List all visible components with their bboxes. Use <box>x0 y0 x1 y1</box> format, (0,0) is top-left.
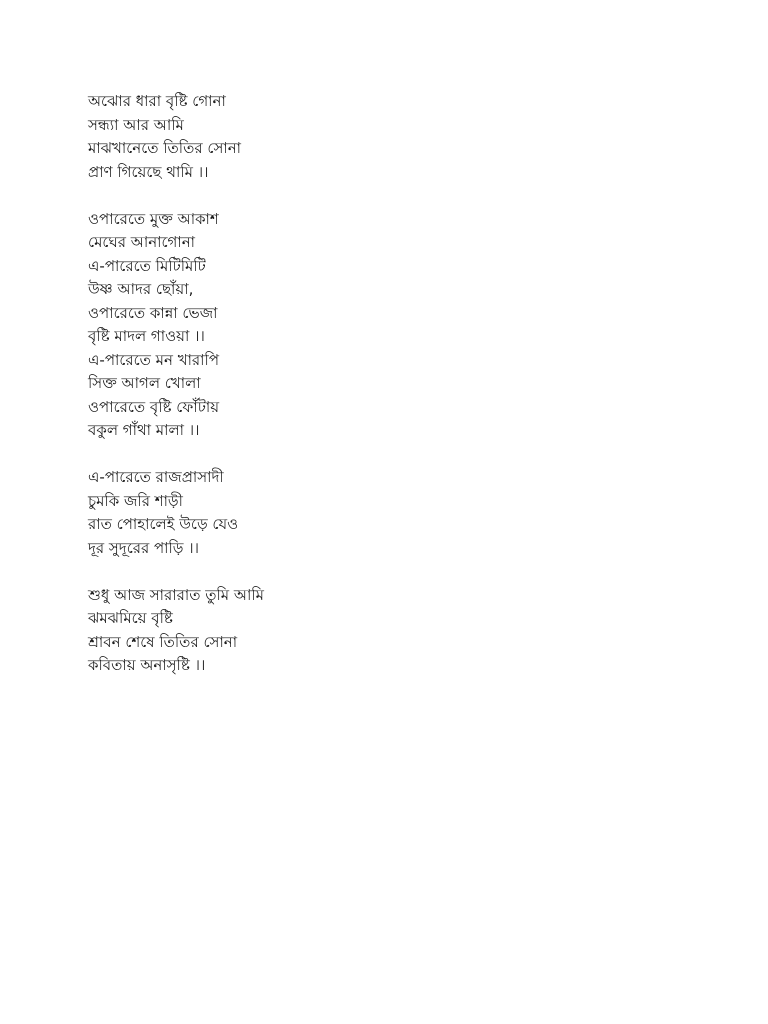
poem-line: উষ্ণ আদর ছোঁয়া, <box>88 280 194 298</box>
stanza-3 <box>88 466 688 560</box>
stanza-1 <box>88 90 688 184</box>
poem-line: অঝোর ধারা বৃষ্টি গোনা <box>88 92 226 110</box>
poem-body <box>88 90 688 701</box>
poem-line: কবিতায় অনাসৃষ্টি ।। <box>88 656 206 674</box>
poem-line: দূর সুদূরের পাড়ি ।। <box>88 538 200 557</box>
poem-line: চুমকি জরি শাড়ী <box>88 491 183 510</box>
poem-line: এ-পারেতে মন খারাপি <box>88 350 220 369</box>
poem-line: সন্ধ্যা আর আমি <box>88 115 184 134</box>
poem-line: মেঘের আনাগোনা <box>88 233 196 251</box>
poem-line: বৃষ্টি মাদল গাওয়া ।। <box>88 327 205 345</box>
poem-line: এ-পারেতে রাজপ্রাসাদী <box>88 468 224 486</box>
poem-line: ওপারেতে মুক্ত আকাশ <box>88 209 219 228</box>
poem-line: মাঝখানেতে তিতির সোনা <box>88 139 242 157</box>
poem-line: শুধু আজ সারারাত তুমি আমি <box>88 585 265 604</box>
stanza-4 <box>88 584 688 678</box>
poem-line: সিক্ত আগল খোলা <box>88 374 201 392</box>
poem-line: ওপারেতে বৃষ্টি ফোঁটায় <box>88 397 220 416</box>
poem-line: রাত পোহালেই উড়ে যেও <box>88 515 239 533</box>
poem-line: এ-পারেতে মিটিমিটি <box>88 256 206 275</box>
poem-line: ঝমঝমিয়ে বৃষ্টি <box>88 609 173 627</box>
stanza-2 <box>88 208 688 443</box>
poem-line: ওপারেতে কান্না ভেজা <box>88 303 218 322</box>
poem-line: শ্রাবন শেষে তিতির সোনা <box>88 632 238 651</box>
poem-line: বকুল গাঁথা মালা ।। <box>88 421 200 439</box>
poem-line: প্রাণ গিয়েছে থামি ।। <box>88 162 209 181</box>
